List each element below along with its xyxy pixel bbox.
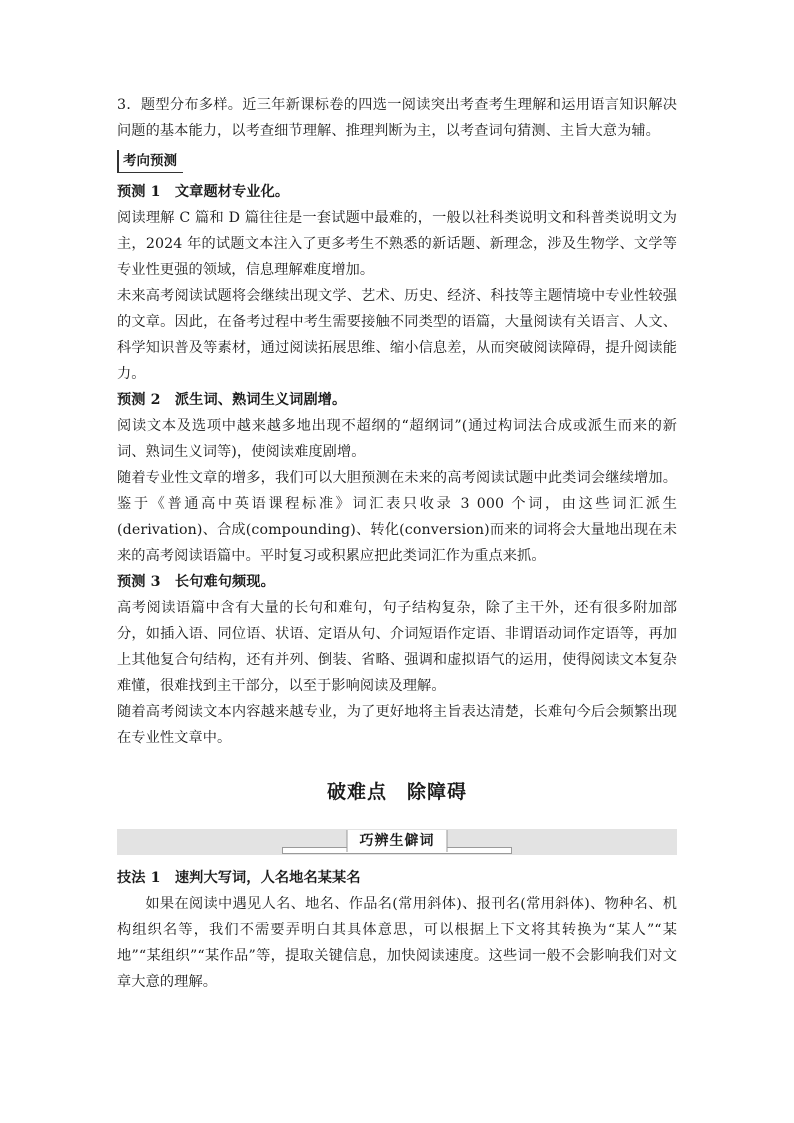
forecast-paragraph: 阅读理解 C 篇和 D 篇往往是一套试题中最难的，一般以社科类说明文和科普类说明文为主，2024 年的试题文本注入了更多考生不熟悉的新话题、新理念，涉及生物学、文学等专业性更强的领域，信息理解难度增加。: [117, 210, 677, 278]
forecast-item-title: 预测 2 派生词、熟词生义词剧增。: [117, 392, 347, 408]
forecast-paragraph: 高考阅读语篇中含有大量的长句和难句，句子结构复杂，除了主干外，还有很多附加部分，如插入语、同位语、状语、定语从句、介词短语作定语、非谓语动词作定语等，再加上其他复合句结构，还有并列、倒装、省略、强调和虚拟语气的运用，使得阅读文本复杂难懂，很难找到主干部分，以至于影响阅读及理解。: [117, 600, 677, 694]
banner-label: 巧辨生僻词: [347, 830, 448, 852]
forecast-paragraph: 未来高考阅读试题将会继续出现文学、艺术、历史、经济、科技等主题情境中专业性较强的文章。因此，在备考过程中考生需要接触不同类型的语篇，大量阅读有关语言、人文、科学知识普及等素材，通过阅读拓展思维、缩小信息差，从而突破阅读障碍，提升阅读能力。: [117, 288, 677, 382]
forecast-item-2: [117, 387, 677, 569]
technique-1: [117, 865, 677, 995]
technique-title: 技法 1 速判大写词，人名地名某某名: [117, 870, 361, 886]
forecast-heading: 考向预测: [117, 150, 183, 173]
document-page: [117, 92, 677, 995]
forecast-item-3: [117, 569, 677, 751]
forecast-heading-wrap: [117, 148, 677, 175]
intro-point-3: 3．题型分布多样。近三年新课标卷的四选一阅读突出考查考生理解和运用语言知识解决问题的基本能力，以考查细节理解、推理判断为主，以考查词句猜测、主旨大意为辅。: [117, 97, 677, 139]
forecast-item-1: [117, 179, 677, 387]
forecast-paragraph: 随着高考阅读文本内容越来越专业，为了更好地将主旨表达清楚，长难句今后会频繁出现在专业性文章中。: [117, 704, 677, 746]
forecast-paragraph: 阅读文本及选项中越来越多地出现不超纲的“超纲词”(通过构词法合成或派生而来的新词、熟词生义词等)，使阅读难度剧增。: [117, 418, 677, 460]
technique-paragraph: 如果在阅读中遇见人名、地名、作品名(常用斜体)、报刊名(常用斜体)、物种名、机构组织名等，我们不需要弄明白其具体意思，可以根据上下文将其转换为“某人”“某地”“某组织”“某作品”等，提取关键信息，加快阅读速度。这些词一般不会影响我们对文章大意的理解。: [117, 896, 677, 990]
section-banner: [117, 829, 677, 855]
forecast-item-title: 预测 1 文章题材专业化。: [117, 184, 290, 200]
forecast-item-title: 预测 3 长句难句频现。: [117, 574, 275, 590]
section-title: 破难点 除障碍: [326, 781, 467, 803]
forecast-paragraph: 随着专业性文章的增多，我们可以大胆预测在未来的高考阅读试题中此类词会继续增加。鉴于《普通高中英语课程标准》词汇表只收录 3 000 个词，由这些词汇派生(derivation)、合成(compounding)、转化(conversion)而来的词将会大量地出现在未来的高考阅读语篇中。平时复习或积累应把此类词汇作为重点来抓。: [117, 470, 677, 564]
